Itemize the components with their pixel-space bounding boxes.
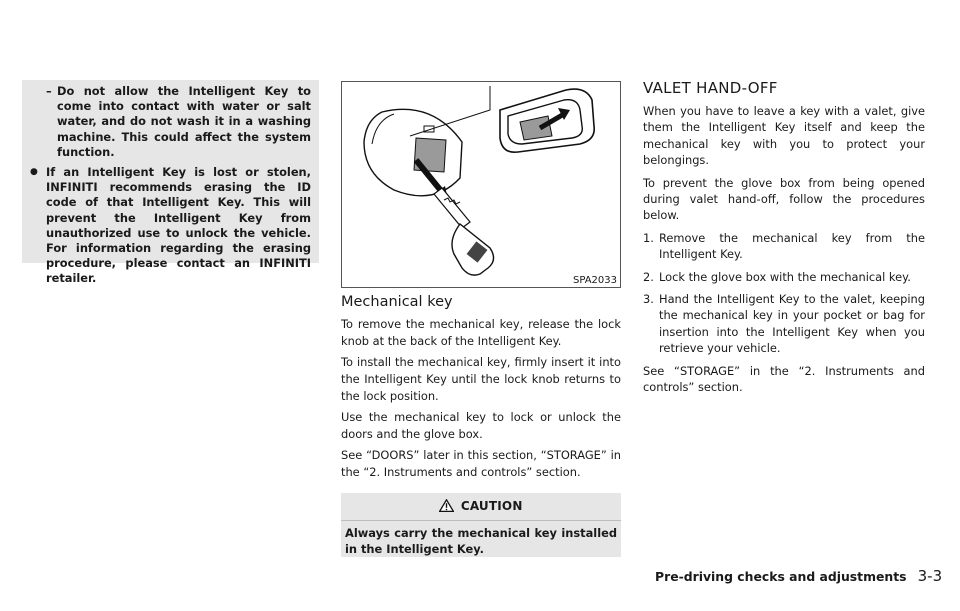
valet-hand-off-section	[643, 79, 925, 402]
step-text: Hand the Intelligent Key to the valet, keeping the mechanical key in your pocket or bag for insertion into the Intelligent Key when you retrieve your vehicle.	[659, 292, 925, 356]
step-text: Remove the mechanical key from the Intelligent Key.	[659, 230, 925, 262]
mechanical-key-heading: Mechanical key	[341, 294, 453, 310]
caution-label: CAUTION	[460, 499, 523, 513]
warning-dash-text: Do not allow the Intelligent Key to come into contact with water or salt water, and do not wash it in a washing machine. This could affect the system function.	[57, 84, 311, 159]
warning-triangle-icon	[439, 499, 454, 512]
mechanical-key-section	[341, 294, 621, 485]
figure-code: SPA2033	[572, 275, 617, 286]
dash-mark: –	[46, 84, 52, 98]
footer-section-title: Pre-driving checks and adjustments	[655, 569, 907, 584]
mechanical-key-figure	[341, 81, 621, 288]
mechanical-key-paragraph: To remove the mechanical key, release the lock knob at the back of the Intelligent Key.	[341, 317, 621, 348]
caution-box	[341, 493, 621, 557]
warning-dash-item	[30, 84, 311, 160]
valet-see-also: See “STORAGE” in the “2. Instruments and controls” section.	[643, 363, 925, 395]
warning-bullet-item	[30, 165, 311, 287]
valet-lead: To prevent the glove box from being opened during valet hand-off, follow the procedures below.	[643, 175, 925, 223]
step-number: 3.	[643, 292, 654, 307]
caution-divider	[341, 520, 621, 521]
page-footer	[655, 566, 943, 585]
valet-step	[643, 291, 925, 357]
mechanical-key-paragraph: Use the mechanical key to lock or unlock the doors and the glove box.	[341, 410, 621, 441]
step-number: 2.	[643, 269, 654, 284]
valet-step	[643, 269, 925, 285]
key-illustration	[342, 82, 620, 287]
page-number: 3-3	[917, 567, 943, 585]
warning-continued-box	[22, 80, 319, 286]
mechanical-key-paragraph: See “DOORS” later in this section, “STORAGE” in the “2. Instruments and controls” section.	[341, 448, 621, 479]
valet-heading: VALET HAND-OFF	[643, 79, 778, 97]
bullet-mark: ●	[30, 167, 38, 178]
valet-step	[643, 230, 925, 263]
step-text: Lock the glove box with the mechanical key.	[659, 269, 911, 284]
valet-intro: When you have to leave a key with a valet, give them the Intelligent Key itself and keep the mechanical key with you to protect your belongings.	[643, 104, 925, 168]
mechanical-key-paragraph: To install the mechanical key, firmly insert it into the Intelligent Key until the lock knob returns to the lock position.	[341, 355, 621, 403]
caution-title	[341, 499, 621, 513]
step-number: 1.	[643, 230, 654, 245]
warning-bullet-text: If an Intelligent Key is lost or stolen, INFINITI recommends erasing the ID code of that Intelligent Key. This will prevent the Intelligent Key from unauthorized use to unlock the vehicle. For information regarding the erasing procedure, please contact an INFINITI retailer.	[46, 165, 311, 286]
caution-text: Always carry the mechanical key installed in the Intelligent Key.	[345, 526, 617, 556]
